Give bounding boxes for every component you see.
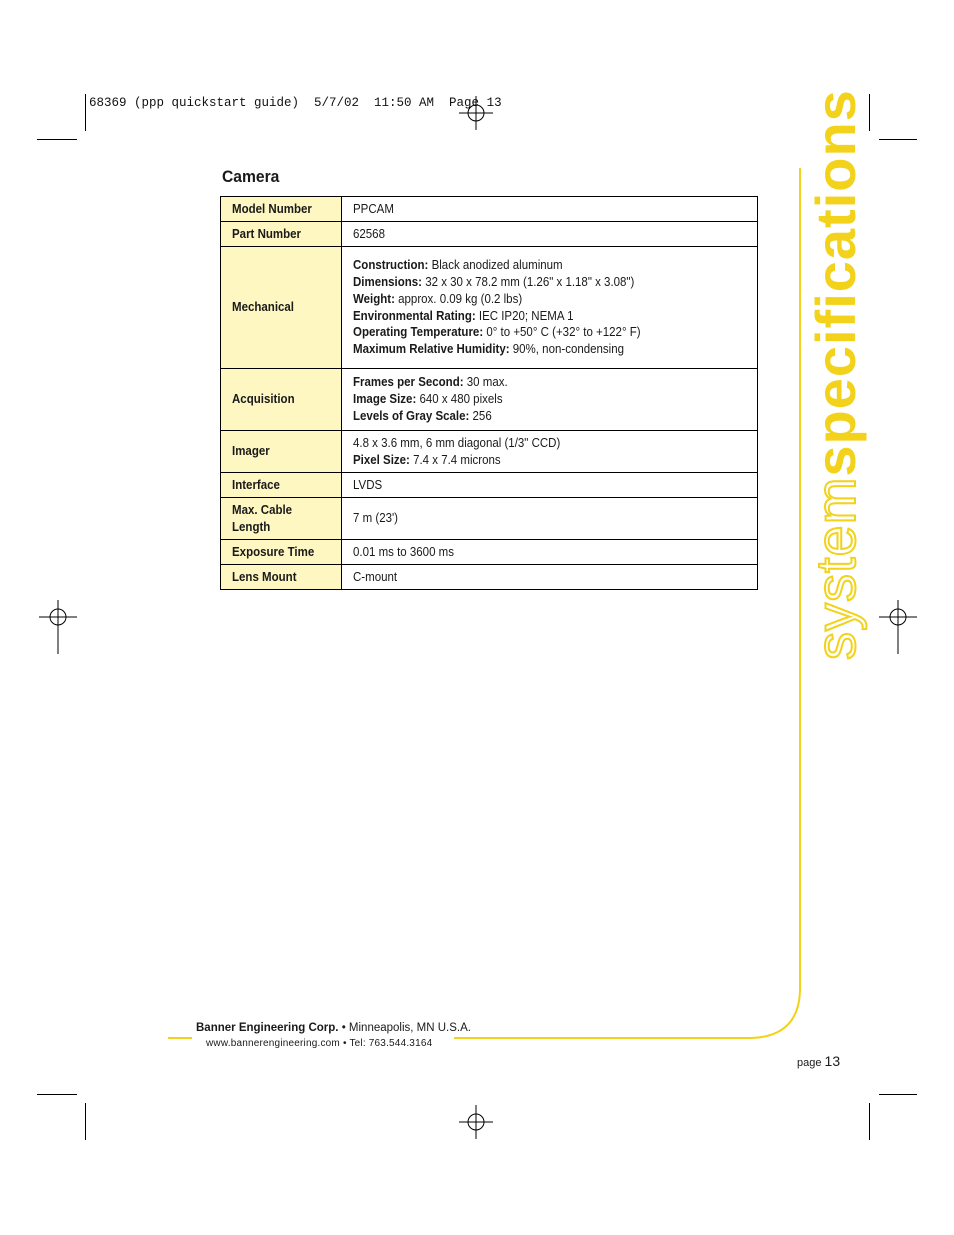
spec-value-line <box>353 324 746 341</box>
company-location: • Minneapolis, MN U.S.A. <box>338 1022 471 1034</box>
footer-contact: www.bannerengineering.com • Tel: 763.544.3164 <box>206 1038 433 1049</box>
spec-value-text: Black anodized aluminum <box>428 258 563 273</box>
spec-label <box>221 369 342 431</box>
spec-label <box>221 197 342 222</box>
spec-value-line-text <box>353 374 508 391</box>
spec-value-line-text <box>353 510 398 527</box>
spec-label-text: Mechanical <box>232 300 294 315</box>
spec-value-line-text <box>353 435 560 452</box>
spec-value-line-text <box>353 452 501 469</box>
spec-label <box>221 565 342 590</box>
spec-value <box>342 247 758 369</box>
spec-value-line-text <box>353 291 522 308</box>
spec-value-key: Frames per Second: <box>353 375 464 390</box>
spec-value-key: Weight: <box>353 291 395 306</box>
spec-value <box>342 473 758 498</box>
table-row <box>221 473 758 498</box>
print-slug: 68369 (ppp quickstart guide) 5/7/02 11:50 AM Page 13 <box>89 96 502 110</box>
spec-value-text: 32 x 30 x 78.2 mm (1.26" x 1.18" x 3.08") <box>422 274 635 289</box>
table-row <box>221 498 758 540</box>
spec-value-line <box>353 452 746 469</box>
spec-value-text: 7.4 x 7.4 microns <box>409 452 501 467</box>
spec-value-line <box>353 257 746 274</box>
spec-value <box>342 222 758 247</box>
spec-label-text: Imager <box>232 444 270 459</box>
spec-value <box>342 431 758 473</box>
spec-value-key: Environmental Rating: <box>353 308 476 323</box>
spec-value <box>342 369 758 431</box>
table-row <box>221 222 758 247</box>
spec-table <box>220 196 758 590</box>
spec-value-key: Dimensions: <box>353 274 423 289</box>
spec-value-line <box>353 291 746 308</box>
spec-value-line <box>353 226 746 243</box>
page-label: page <box>797 1057 822 1069</box>
spec-value-key: Maximum Relative Humidity: <box>353 342 510 357</box>
spec-value-line-text <box>353 324 641 341</box>
side-title-dark: specifications <box>804 89 867 477</box>
spec-label <box>221 431 342 473</box>
spec-value-text: LVDS <box>353 477 383 492</box>
spec-value-text: C-mount <box>353 569 398 584</box>
section-title: Camera <box>222 167 280 186</box>
table-row <box>221 565 758 590</box>
spec-label-text: Acquisition <box>232 392 295 407</box>
spec-value-key: Construction: <box>353 258 429 273</box>
spec-value-line <box>353 374 746 391</box>
spec-value-line <box>353 544 746 561</box>
spec-value-key: Pixel Size: <box>353 452 410 467</box>
spec-value-line <box>353 341 746 358</box>
spec-value-key: Operating Temperature: <box>353 325 484 340</box>
spec-label <box>221 540 342 565</box>
spec-value <box>342 565 758 590</box>
spec-value <box>342 197 758 222</box>
company-name: Banner Engineering Corp. <box>196 1022 339 1034</box>
spec-value-text: 90%, non-condensing <box>509 342 625 357</box>
page-number <box>797 1053 840 1069</box>
table-row <box>221 247 758 369</box>
table-row <box>221 431 758 473</box>
spec-label <box>221 473 342 498</box>
spec-value-text: 0° to +50° C (+32° to +122° F) <box>483 325 641 340</box>
spec-value-line-text <box>353 408 492 425</box>
side-title-light: system <box>804 476 867 660</box>
spec-label-text: Part Number <box>232 226 302 241</box>
spec-value-line <box>353 435 746 452</box>
spec-value-line-text <box>353 341 624 358</box>
spec-value-line-text <box>353 477 382 494</box>
spec-value-line <box>353 201 746 218</box>
spec-label-text: Model Number <box>232 201 312 216</box>
spec-value-text: 7 m (23') <box>353 511 399 526</box>
spec-value-text: 30 max. <box>463 375 508 390</box>
spec-value-line-text <box>353 308 573 325</box>
spec-label-text: Exposure Time <box>232 544 315 559</box>
spec-label-text: Lens Mount <box>232 569 297 584</box>
footer-company <box>196 1022 471 1034</box>
spec-label-text: Max. Cable Length <box>232 502 293 534</box>
spec-value-text: 0.01 ms to 3600 ms <box>353 544 454 559</box>
spec-value-line <box>353 274 746 291</box>
spec-value-line <box>353 569 746 586</box>
spec-value-line <box>353 391 746 408</box>
table-row <box>221 369 758 431</box>
spec-value-line-text <box>353 201 394 218</box>
spec-label <box>221 498 342 540</box>
side-title <box>804 89 867 660</box>
spec-value-line <box>353 510 746 527</box>
spec-value-text: IEC IP20; NEMA 1 <box>475 308 574 323</box>
spec-value-line-text <box>353 544 454 561</box>
table-row <box>221 540 758 565</box>
spec-value-key: Levels of Gray Scale: <box>353 408 470 423</box>
spec-value-text: 4.8 x 3.6 mm, 6 mm diagonal (1/3" CCD) <box>353 435 561 450</box>
spec-label <box>221 247 342 369</box>
page-number-value: 13 <box>824 1053 841 1069</box>
spec-value-text: 256 <box>469 408 492 423</box>
spec-value-line-text <box>353 569 397 586</box>
spec-value-text: 62568 <box>353 226 385 241</box>
spec-value-line-text <box>353 226 385 243</box>
spec-value-line-text <box>353 274 634 291</box>
spec-value-line <box>353 477 746 494</box>
spec-label <box>221 222 342 247</box>
spec-value-line-text <box>353 391 503 408</box>
table-row <box>221 197 758 222</box>
spec-label-text: Interface <box>232 477 280 492</box>
spec-value <box>342 540 758 565</box>
spec-value-text: 640 x 480 pixels <box>416 392 503 407</box>
spec-value-line-text <box>353 257 563 274</box>
spec-value-key: Image Size: <box>353 392 417 407</box>
spec-value-line <box>353 308 746 325</box>
spec-value-line <box>353 408 746 425</box>
spec-value-text: PPCAM <box>353 201 394 216</box>
spec-value <box>342 498 758 540</box>
spec-value-text: approx. 0.09 kg (0.2 lbs) <box>394 291 523 306</box>
